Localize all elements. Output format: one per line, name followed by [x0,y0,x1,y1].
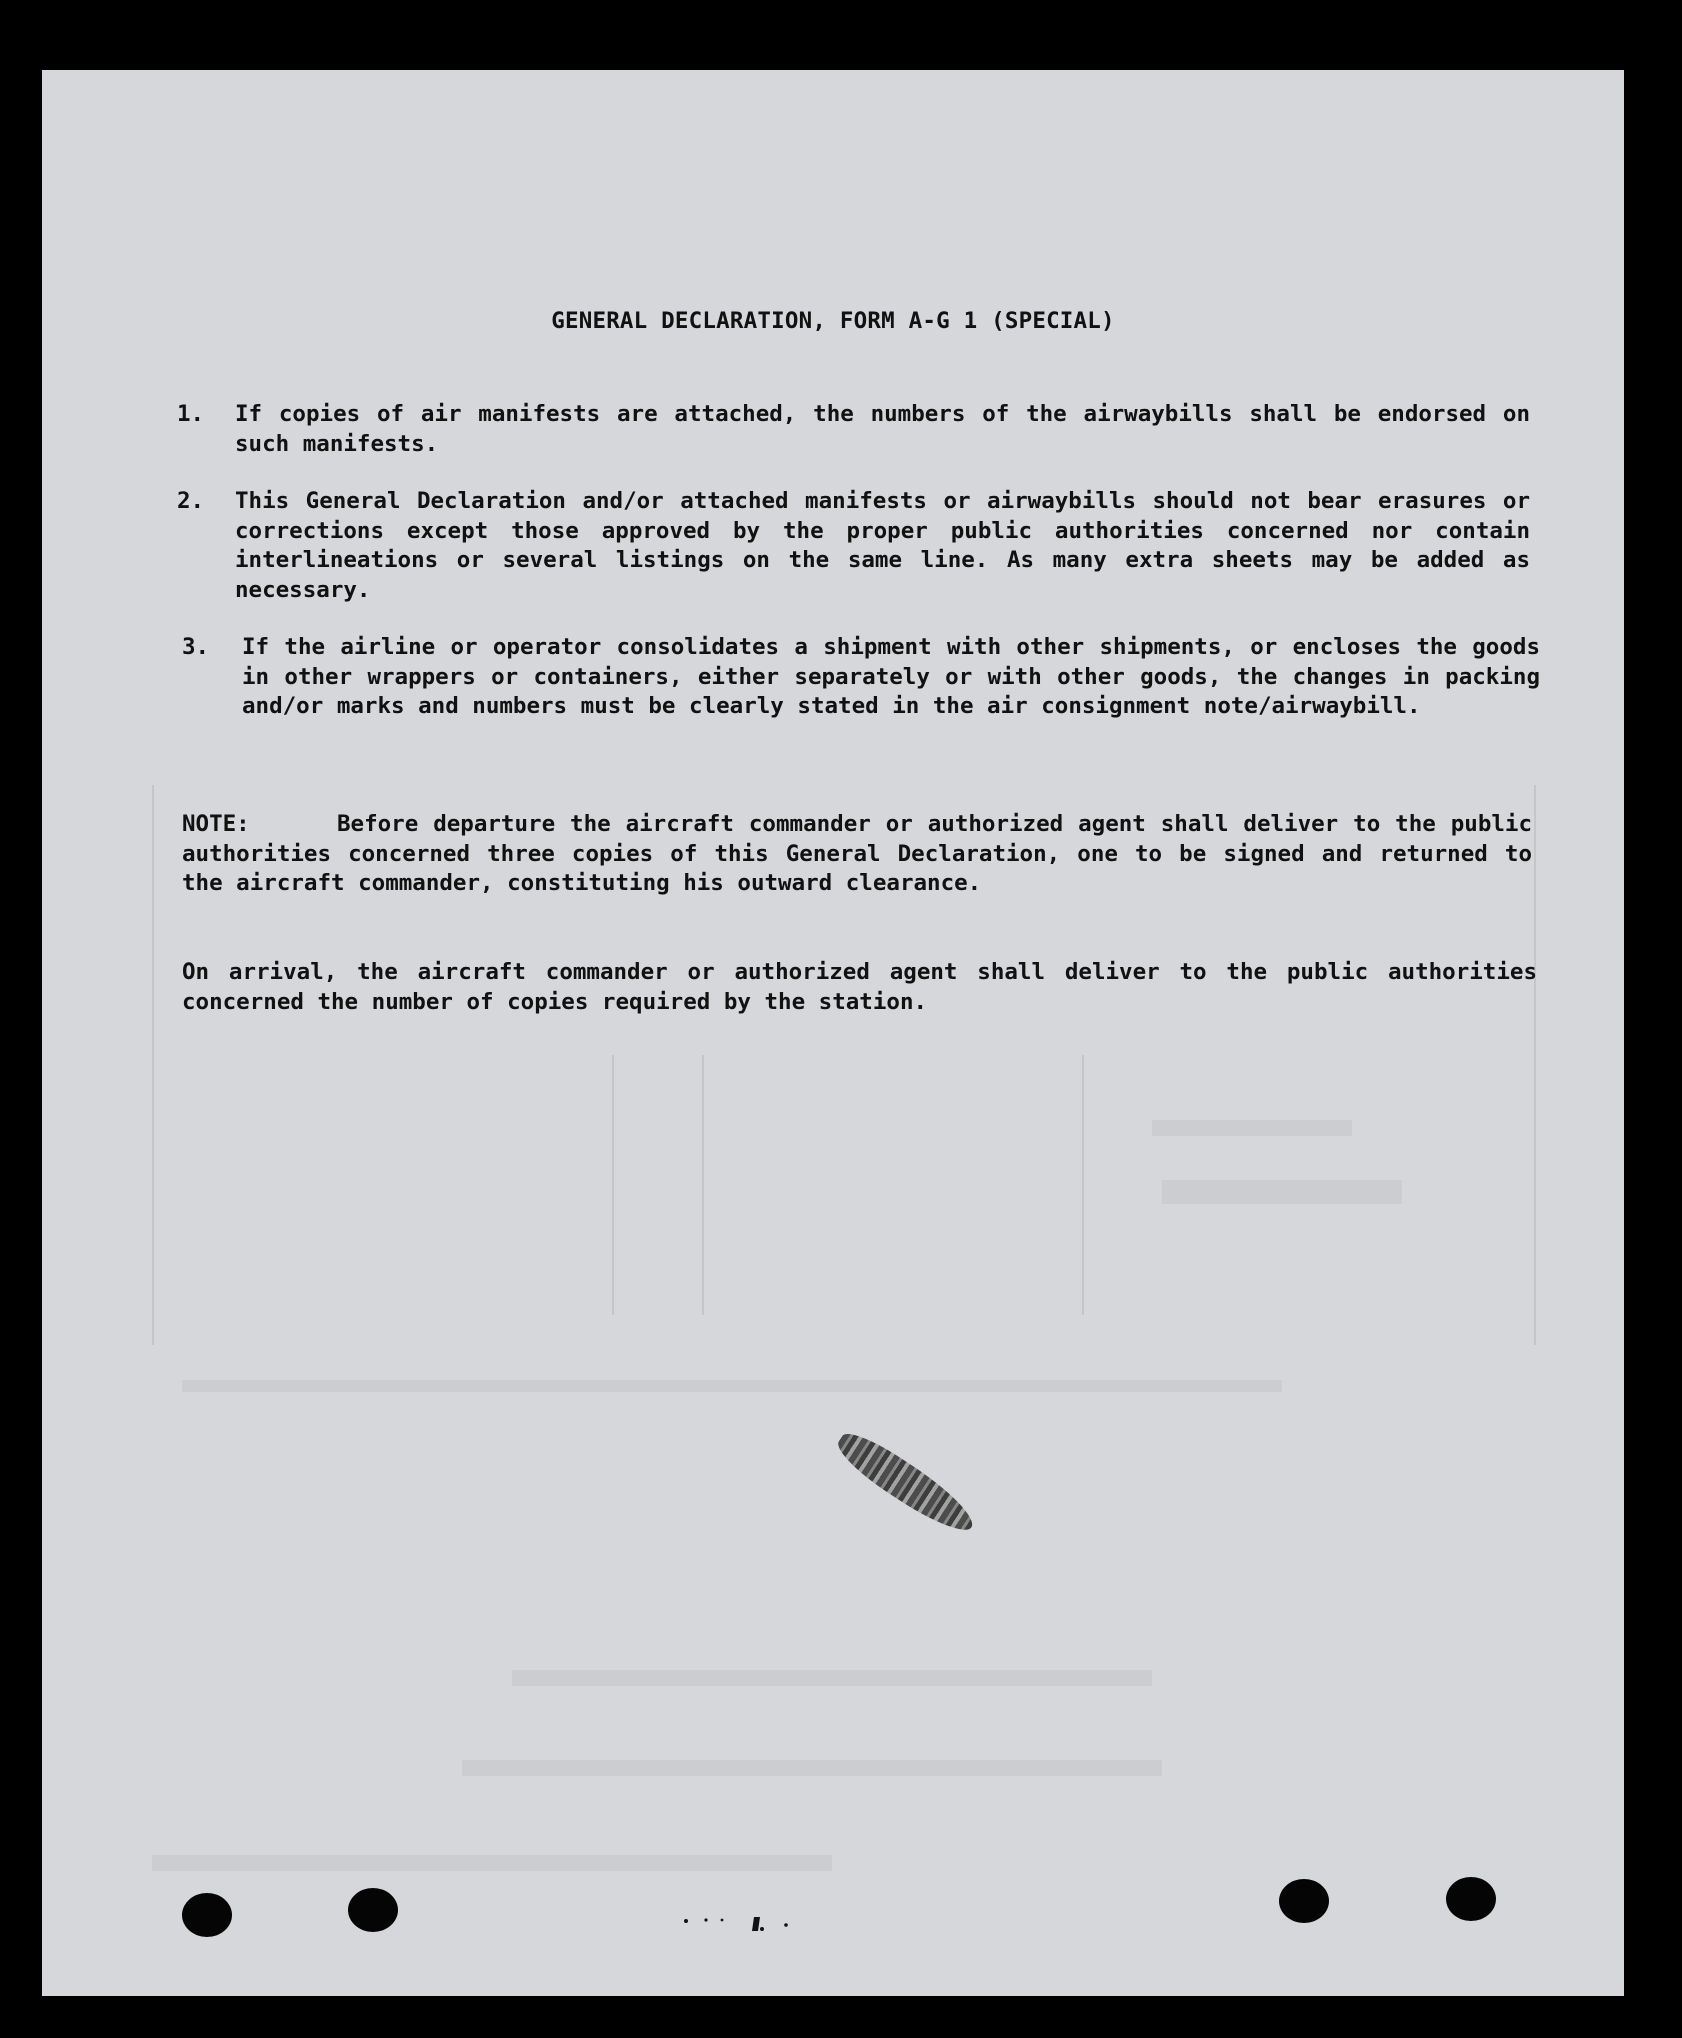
ink-smudge [830,1425,982,1541]
document-page [42,70,1624,1996]
item-number: 3. [182,634,210,660]
item-text: If the airline or operator consolidates a shipment with other shipments, or encloses the goods in other wrappers or containers, either separately or with other goods, the changes in packing and/or marks and numbers must be clearly stated in the air consignment note/airwaybill. [242,634,1540,719]
arrival-text: On arrival, the aircraft commander or authorized agent shall deliver to the public authorities concerned the number of copies required by the station. [182,959,1537,1015]
show-through-text [182,1380,1282,1392]
item-number: 2. [177,488,205,514]
note-label: NOTE: [182,811,250,837]
show-through-rule [1082,1055,1084,1315]
show-through-rule [612,1055,614,1315]
show-through-text [1162,1180,1402,1204]
punch-hole [1279,1879,1329,1923]
show-through-text [1152,1120,1352,1136]
document-title: GENERAL DECLARATION, FORM A-G 1 (SPECIAL) [551,308,1115,334]
show-through-text [152,1855,832,1871]
note-text: Before departure the aircraft commander or authorized agent shall deliver to the public authorities concerned three copies of this General Declaration, one to be signed and returned to the aircraft commander, constituting his outward clearance. [182,811,1532,896]
punch-hole [182,1893,232,1937]
item-text: If copies of air manifests are attached, the numbers of the airwaybills shall be endorsed on such manifests. [235,401,1530,457]
punch-hole [1446,1877,1496,1921]
item-number: 1. [177,401,205,427]
item-text: This General Declaration and/or attached manifests or airwaybills should not bear erasures or corrections except those approved by the proper public authorities concerned nor contain interlineations or several listings on the same line. As many extra sheets may be added as necessary. [235,488,1530,603]
show-through-rule [702,1055,704,1315]
show-through-text [462,1760,1162,1776]
show-through-text [512,1670,1152,1686]
print-specks [682,1915,802,1939]
punch-hole [348,1888,398,1932]
